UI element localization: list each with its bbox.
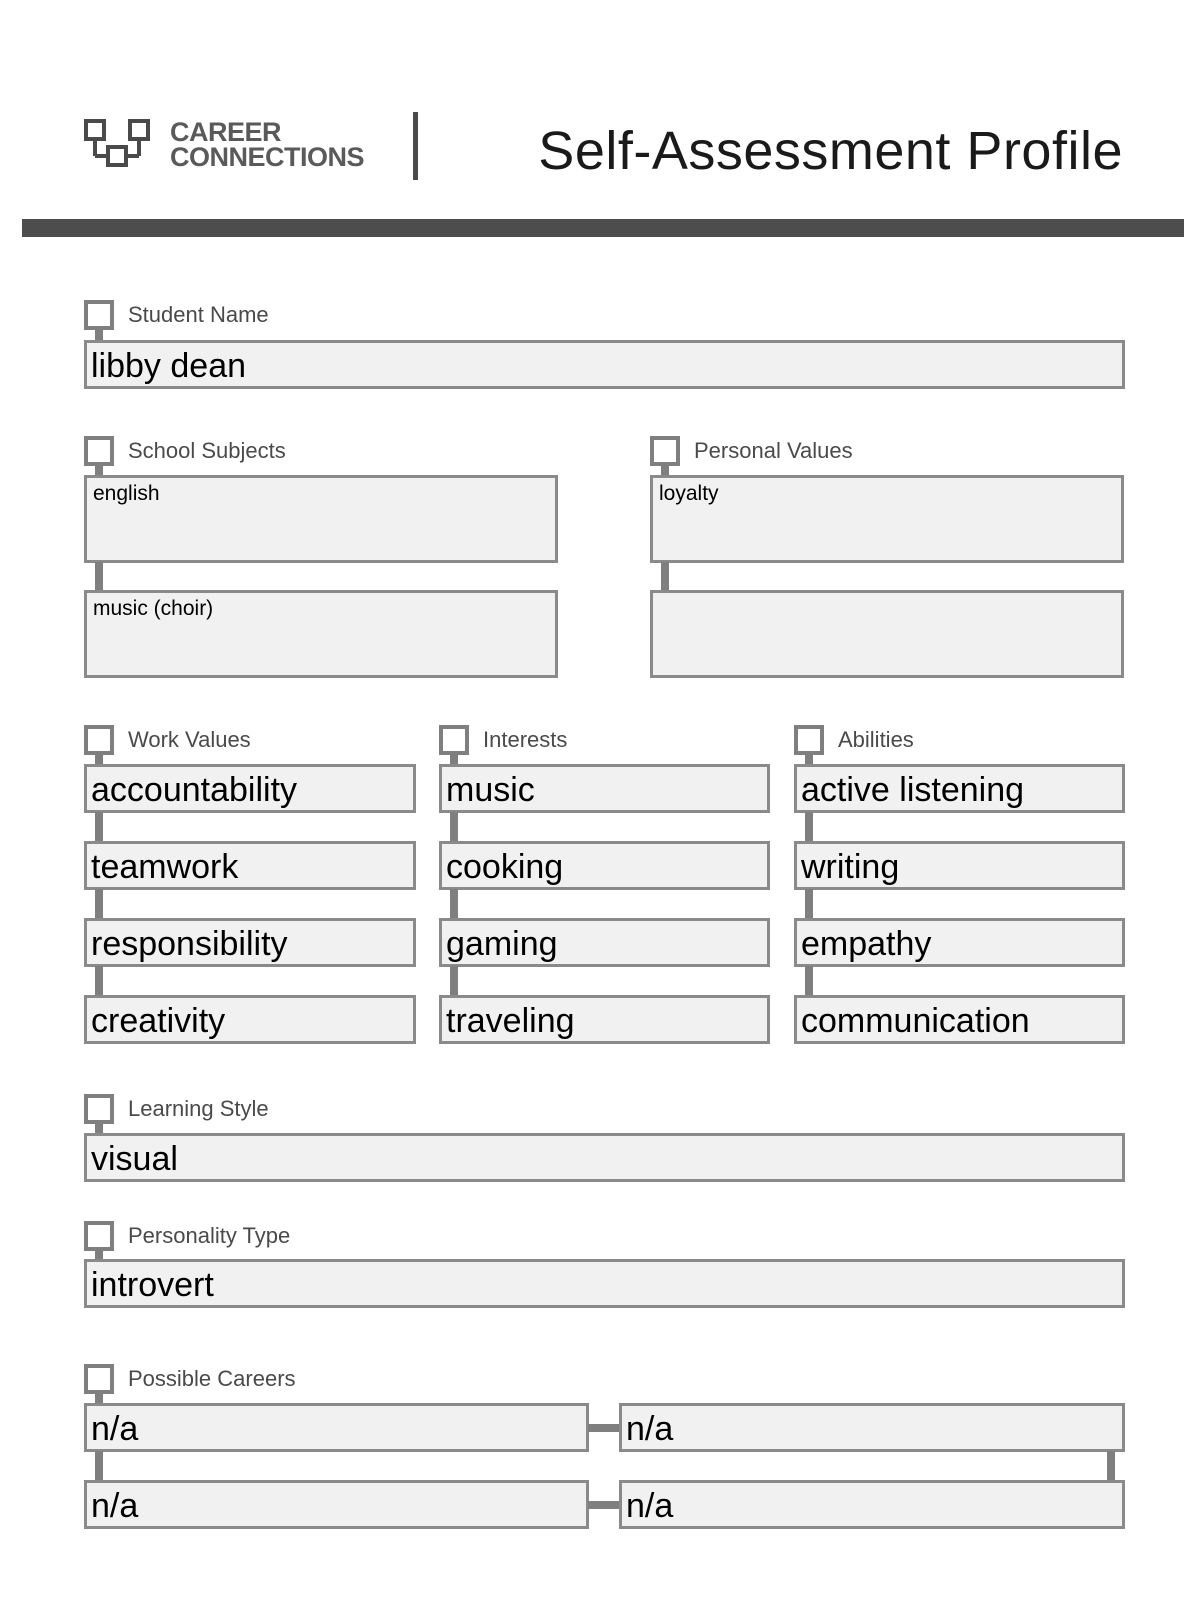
connector xyxy=(588,1424,620,1432)
interest-field-1[interactable]: music xyxy=(439,764,770,813)
connector xyxy=(588,1501,620,1509)
career-field-2[interactable]: n/a xyxy=(619,1403,1125,1452)
header-divider xyxy=(413,112,418,180)
ability-field-1[interactable]: active listening xyxy=(794,764,1125,813)
personal-value-field-2[interactable] xyxy=(650,590,1124,678)
connector xyxy=(95,812,103,842)
label-square-icon xyxy=(794,725,824,755)
ability-field-2[interactable]: writing xyxy=(794,841,1125,890)
label-square-icon xyxy=(439,725,469,755)
school-subject-field-1[interactable]: english xyxy=(84,475,558,563)
label-square-icon xyxy=(84,300,114,330)
connector xyxy=(95,966,103,996)
ability-field-3[interactable]: empathy xyxy=(794,918,1125,967)
interest-field-2[interactable]: cooking xyxy=(439,841,770,890)
page-title: Self-Assessment Profile xyxy=(538,121,1123,181)
learning-style-label: Learning Style xyxy=(84,1093,269,1125)
connector xyxy=(95,562,103,591)
connector xyxy=(95,1451,103,1481)
interests-label: Interests xyxy=(439,724,567,756)
label-square-icon xyxy=(84,436,114,466)
career-field-3[interactable]: n/a xyxy=(84,1480,589,1529)
connector xyxy=(805,966,813,996)
work-value-field-1[interactable]: accountability xyxy=(84,764,416,813)
connector xyxy=(661,562,669,591)
interest-field-4[interactable]: traveling xyxy=(439,995,770,1044)
label-square-icon xyxy=(84,1221,114,1251)
career-field-4[interactable]: n/a xyxy=(619,1480,1125,1529)
learning-style-field[interactable]: visual xyxy=(84,1133,1125,1182)
abilities-label: Abilities xyxy=(794,724,914,756)
work-value-field-4[interactable]: creativity xyxy=(84,995,416,1044)
header-rule xyxy=(22,219,1184,237)
label-square-icon xyxy=(650,436,680,466)
connector xyxy=(805,812,813,842)
work-value-field-2[interactable]: teamwork xyxy=(84,841,416,890)
connector xyxy=(450,966,458,996)
label-square-icon xyxy=(84,1364,114,1394)
work-value-field-3[interactable]: responsibility xyxy=(84,918,416,967)
brand-line-1: CAREER xyxy=(170,117,282,147)
label-square-icon xyxy=(84,725,114,755)
career-field-1[interactable]: n/a xyxy=(84,1403,589,1452)
connector xyxy=(95,889,103,919)
student-name-label: Student Name xyxy=(84,299,269,331)
connected-squares-icon xyxy=(84,119,150,169)
connector xyxy=(1107,1451,1115,1481)
student-name-field[interactable]: libby dean xyxy=(84,340,1125,389)
brand-line-2: CONNECTIONS xyxy=(170,142,365,172)
connector xyxy=(450,889,458,919)
school-subject-field-2[interactable]: music (choir) xyxy=(84,590,558,678)
personality-type-field[interactable]: introvert xyxy=(84,1259,1125,1308)
label-square-icon xyxy=(84,1094,114,1124)
work-values-label: Work Values xyxy=(84,724,251,756)
personality-type-label: Personality Type xyxy=(84,1220,290,1252)
connector xyxy=(450,812,458,842)
personal-values-label: Personal Values xyxy=(650,435,853,467)
possible-careers-label: Possible Careers xyxy=(84,1363,296,1395)
brand-name xyxy=(170,117,365,172)
connector xyxy=(805,889,813,919)
personal-value-field-1[interactable]: loyalty xyxy=(650,475,1124,563)
school-subjects-label: School Subjects xyxy=(84,435,286,467)
interest-field-3[interactable]: gaming xyxy=(439,918,770,967)
ability-field-4[interactable]: communication xyxy=(794,995,1125,1044)
